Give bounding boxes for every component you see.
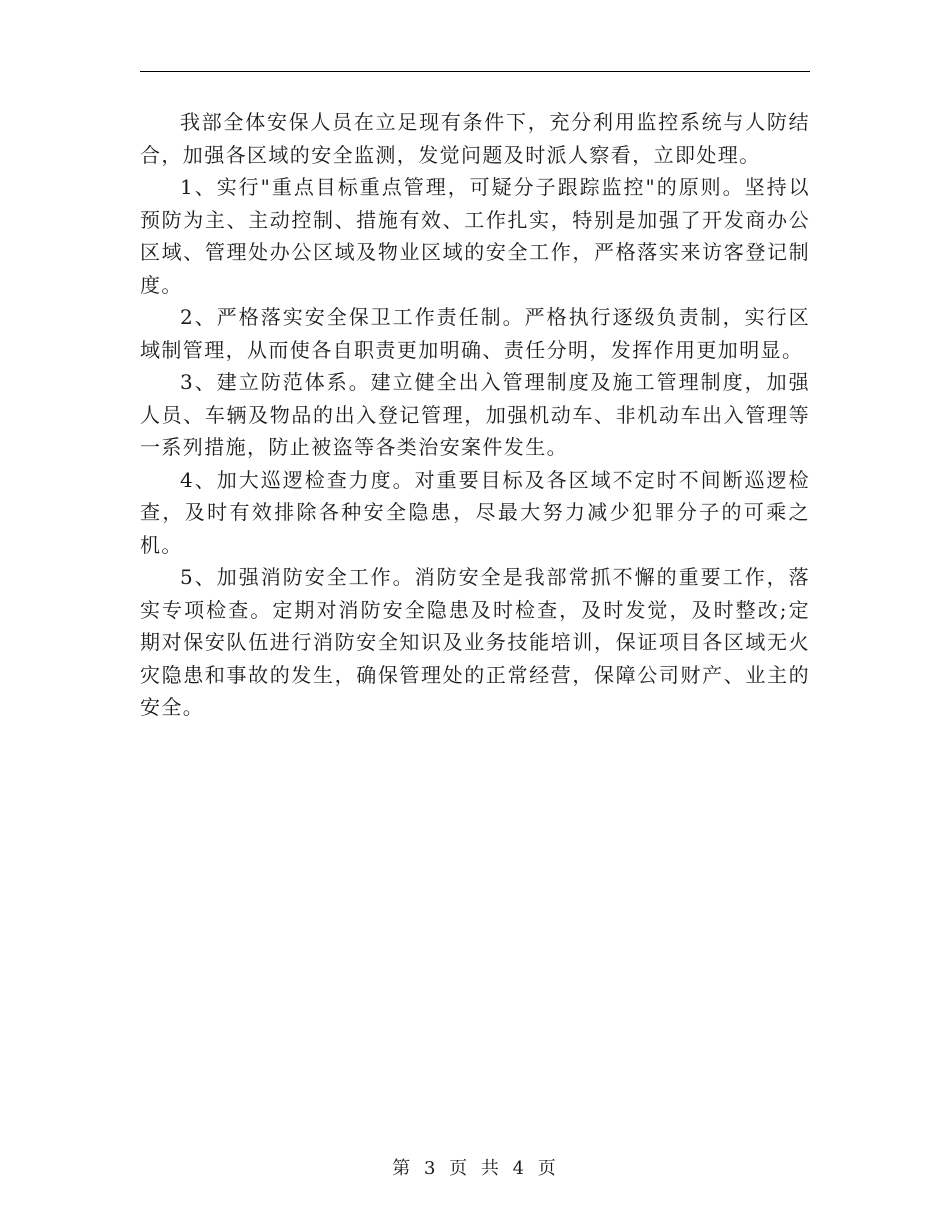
paragraph-intro: 我部全体安保人员在立足现有条件下，充分利用监控系统与人防结合，加强各区域的安全监测，发觉问题及时派人察看，立即处理。 bbox=[140, 110, 810, 167]
page-number-footer: 第 3 页 共 4 页 bbox=[392, 1158, 558, 1179]
document-body bbox=[140, 106, 810, 724]
paragraph-item-3: 3、建立防范体系。建立健全出入管理制度及施工管理制度，加强人员、车辆及物品的出入登记管理，加强机动车、非机动车出入管理等一系列措施，防止被盗等各类治安案件发生。 bbox=[140, 370, 810, 459]
paragraph-item-4: 4、加大巡逻检查力度。对重要目标及各区域不定时不间断巡逻检查，及时有效排除各种安全隐患，尽最大努力减少犯罪分子的可乘之机。 bbox=[140, 467, 810, 557]
paragraph-item-2: 2、严格落实安全保卫工作责任制。严格执行逐级负责制，实行区域制管理，从而使各自职责更加明确、责任分明，发挥作用更加明显。 bbox=[140, 305, 810, 362]
paragraph-item-1: 1、实行"重点目标重点管理，可疑分子跟踪监控"的原则。坚持以预防为主、主动控制、措施有效、工作扎实，特别是加强了开发商办公区域、管理处办公区域及物业区域的安全工作，严格落实来访客登记制度。 bbox=[140, 175, 810, 297]
paragraph-item-5: 5、加强消防安全工作。消防安全是我部常抓不懈的重要工作，落实专项检查。定期对消防安全隐患及时检查，及时发觉，及时整改;定期对保安队伍进行消防安全知识及业务技能培训，保证项目各区域无火灾隐患和事故的发生，确保管理处的正常经营，保障公司财产、业主的安全。 bbox=[140, 565, 810, 719]
header-rule bbox=[140, 71, 810, 72]
